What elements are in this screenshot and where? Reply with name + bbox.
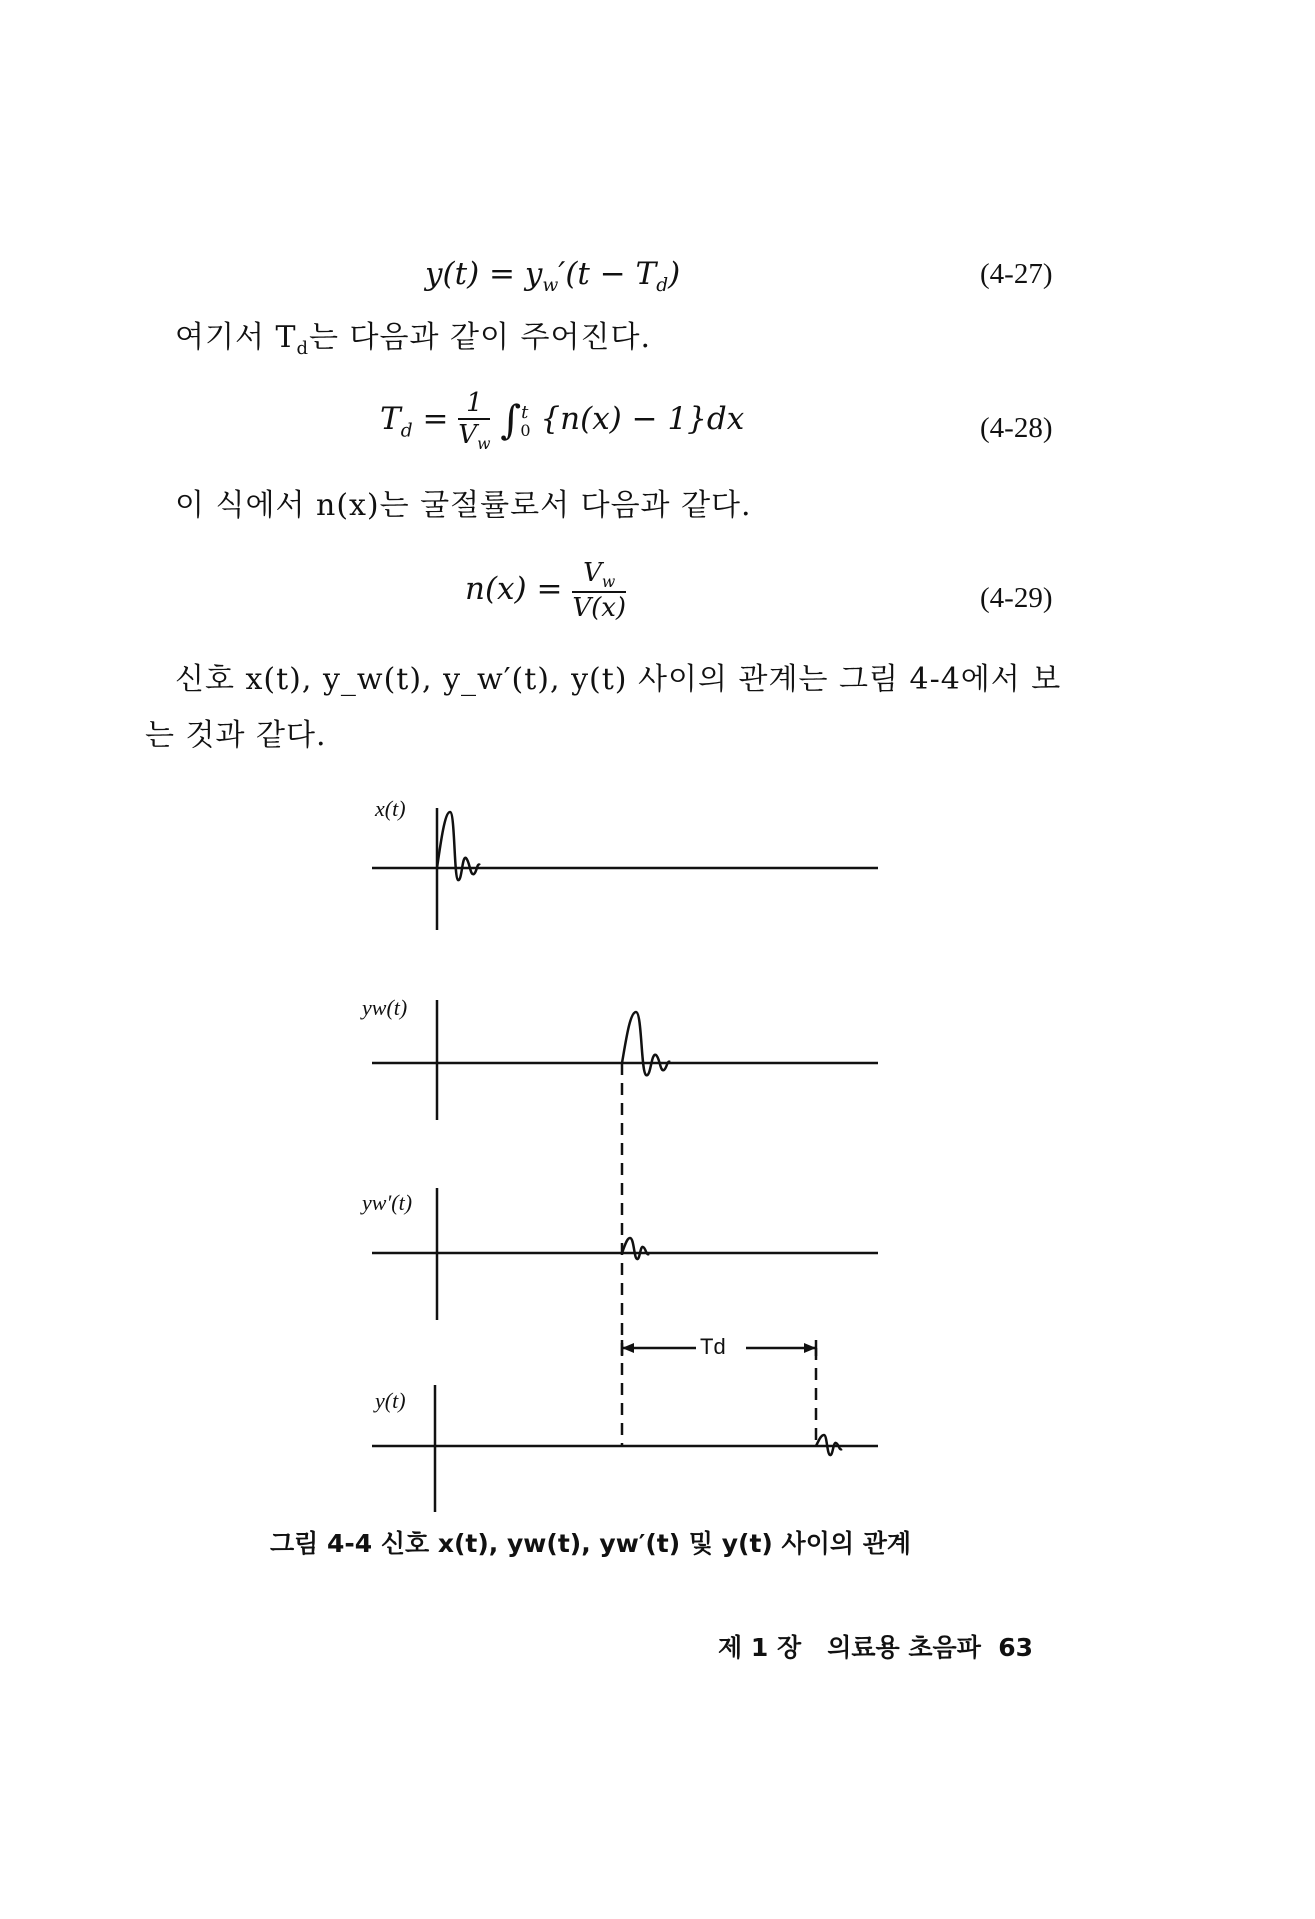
td-arrowhead-left [622,1343,634,1353]
yw-pulse [622,1012,670,1075]
text-line-1: 여기서 $T_d$는 다음과 같이 주어진다. [175,320,651,359]
equation-number-4-27: (4-27) [980,258,1053,290]
figure-caption: 그림 4-4 신호 x(t), yw(t), yw′(t) 및 y(t) 사이의 관계 [270,1529,912,1558]
footer-chapter: 제 1 장 의료용 초음파 63 [718,1633,1034,1662]
equation-4-27: $y(t) = y_w'(t - T_d)$ [425,256,681,297]
equation-number-4-28: (4-28) [980,412,1053,444]
equation-number-4-29: (4-29) [980,582,1053,614]
text-line-3: 신호 x(t), y_w(t), y_w′(t), y(t) 사이의 관계는 그림 4-4에서 보 [175,662,1062,697]
label-td: Td [700,1334,726,1359]
label-y: y(t) [375,1388,406,1413]
equation-4-28: $T_d$ = $\frac{1}{V_w}$ ∫$^t_0$ {n(x) − 1}dx [380,388,745,454]
text-line-4: 는 것과 같다. [145,718,327,753]
x-pulse [437,812,480,880]
ywp-pulse [622,1238,649,1259]
equation-4-29: n(x) = $\frac{V_w}{V(x)}$ [465,558,627,624]
td-arrowhead-right [804,1343,816,1353]
label-x: x(t) [375,796,406,821]
text-line-2: 이 식에서 n(x)는 굴절률로서 다음과 같다. [175,488,752,523]
label-ywp: yw′(t) [362,1190,413,1215]
label-yw: yw(t) [362,995,408,1020]
